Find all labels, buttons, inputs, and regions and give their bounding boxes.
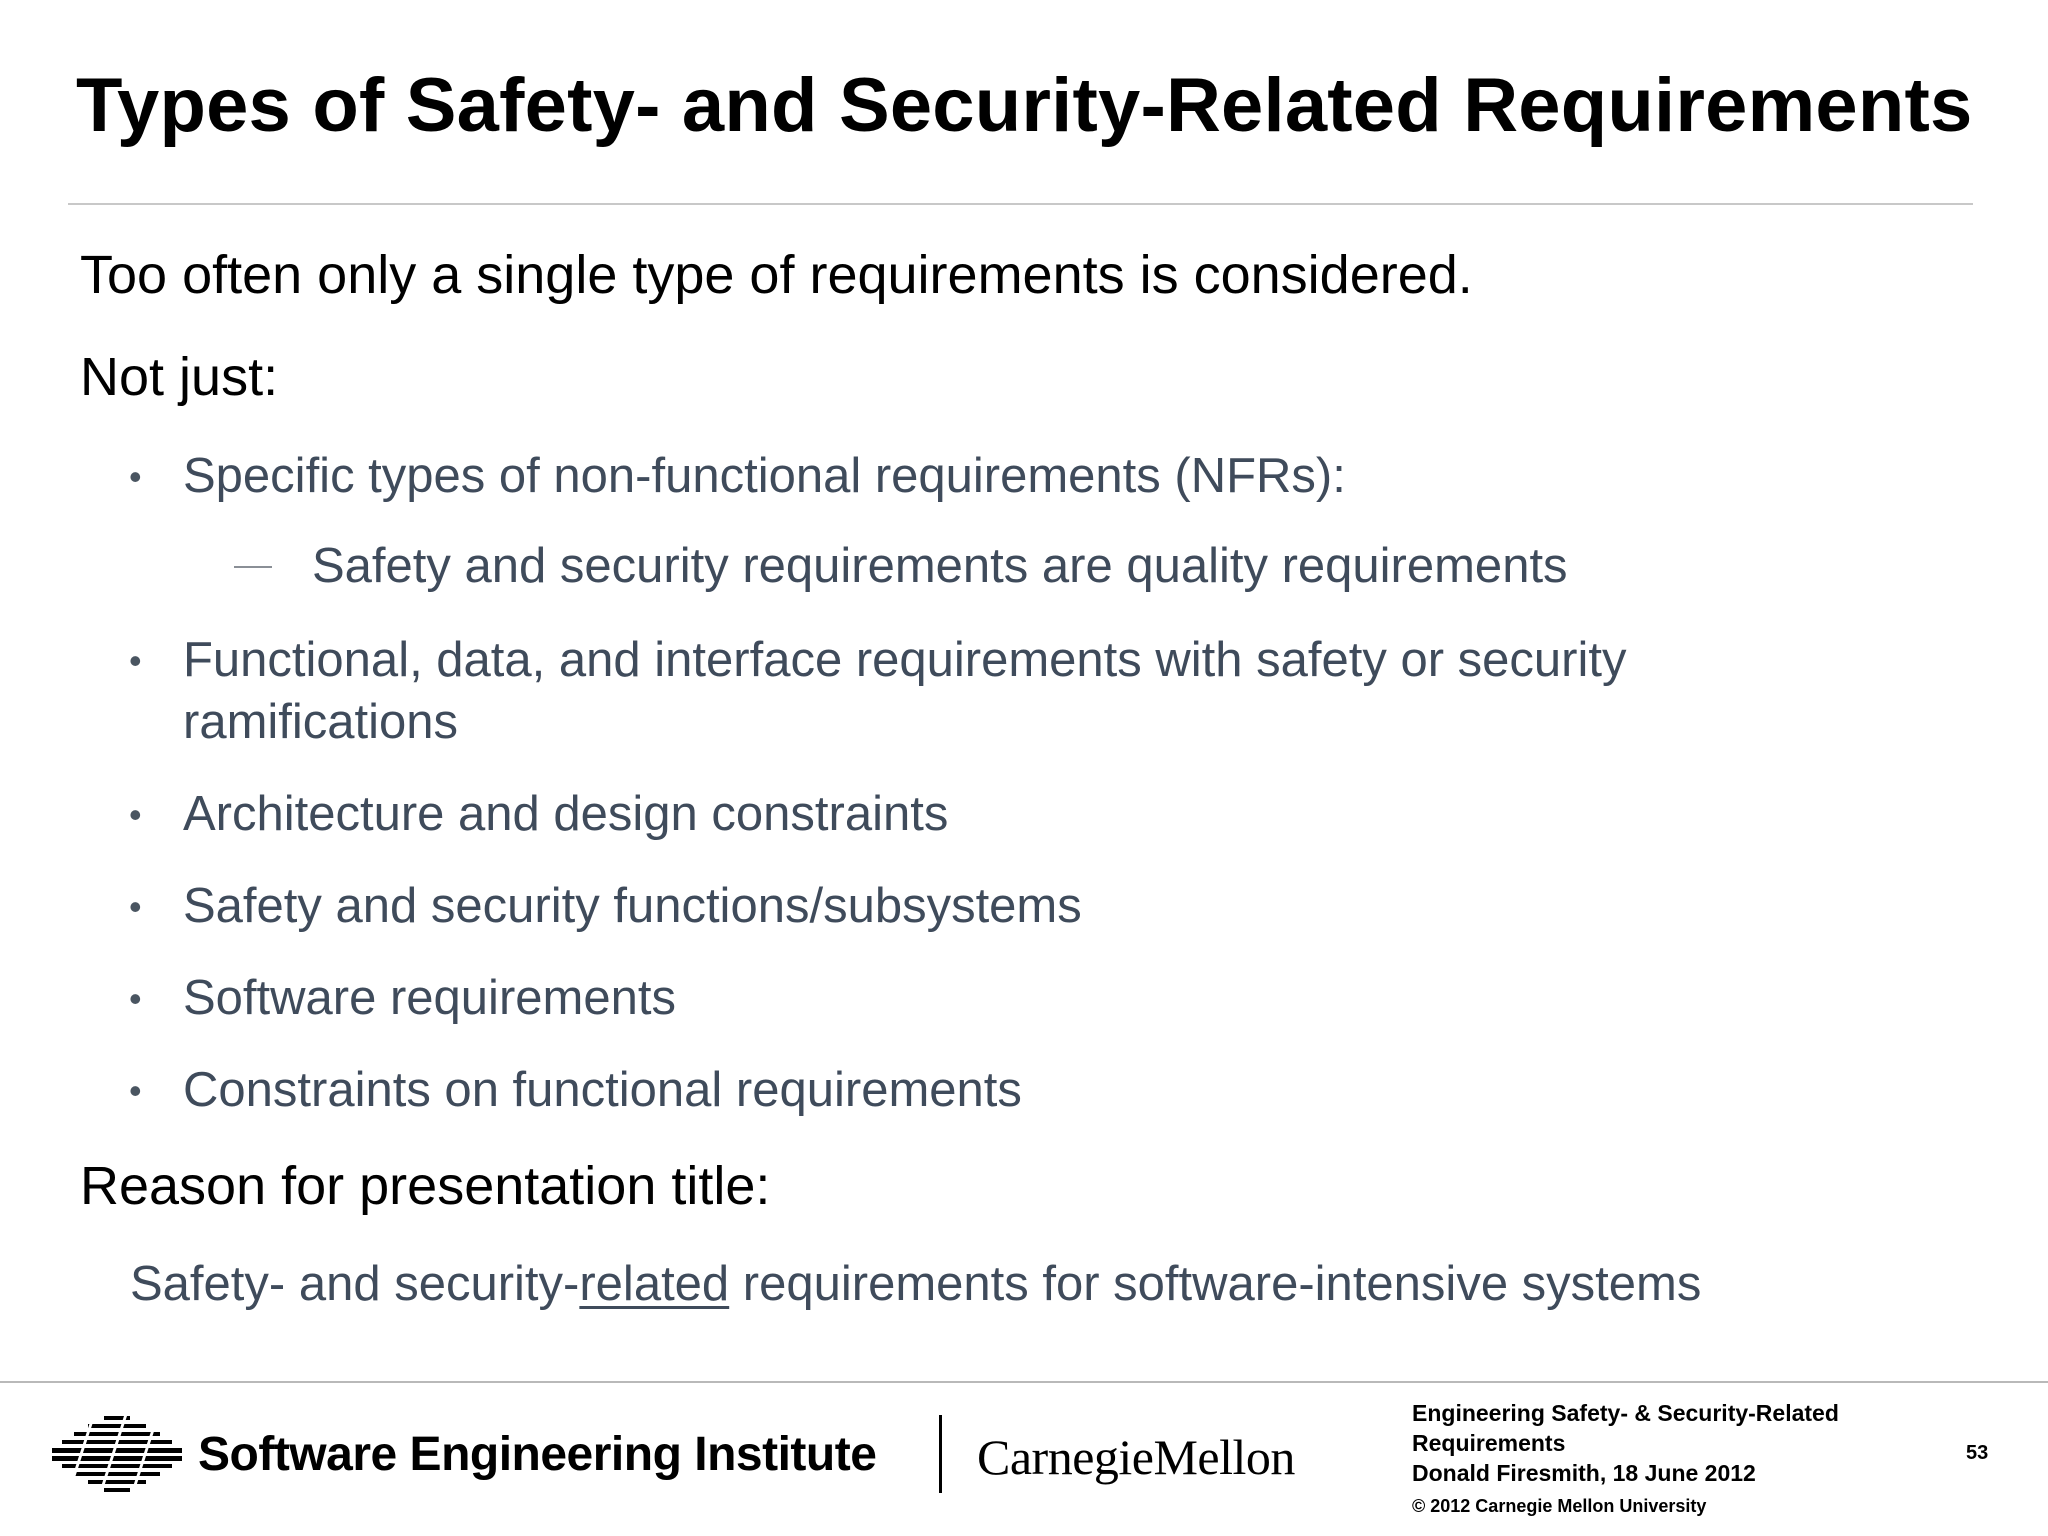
reason-text-underlined: related — [579, 1257, 730, 1311]
presentation-title-line1: Engineering Safety- & Security-Related — [1412, 1400, 1839, 1426]
bullet-marker: • — [129, 794, 142, 835]
bullet-marker: • — [129, 978, 142, 1019]
bullet-marker: • — [129, 1070, 142, 1111]
page-number: 53 — [1966, 1442, 1989, 1464]
not-just-label: Not just: — [80, 347, 279, 407]
presentation-info — [1412, 1398, 1839, 1488]
title-divider — [68, 203, 1973, 205]
bullet-marker: • — [129, 640, 142, 681]
sub-bullet-dash — [234, 566, 272, 568]
bullet-item-architecture: Architecture and design constraints — [183, 787, 949, 841]
copyright-notice: © 2012 Carnegie Mellon University — [1412, 1496, 1707, 1516]
bullet-item-nfr: Specific types of non-functional requirements (NFRs): — [183, 449, 1346, 503]
bullet-item-software: Software requirements — [183, 971, 676, 1025]
reason-label: Reason for presentation title: — [80, 1156, 771, 1216]
logo-divider — [939, 1415, 942, 1493]
reason-text — [130, 1256, 1701, 1312]
bullet-marker: • — [129, 886, 142, 927]
bullet-item-constraints: Constraints on functional requirements — [183, 1063, 1022, 1117]
cmu-wordmark: CarnegieMellon — [977, 1429, 1295, 1485]
bullet-item-functional: Functional, data, and interface requirements with safety or security — [183, 633, 1627, 687]
sei-wordmark: Software Engineering Institute — [198, 1428, 877, 1481]
footer-divider — [0, 1381, 2048, 1383]
bullet-item-safety-functions: Safety and security functions/subsystems — [183, 879, 1082, 933]
author-date: Donald Firesmith, 18 June 2012 — [1412, 1460, 1756, 1486]
reason-text-before: Safety- and security- — [130, 1257, 580, 1311]
bullet-item-functional-continuation: ramifications — [183, 695, 459, 749]
sub-bullet-quality: Safety and security requirements are quality requirements — [312, 539, 1568, 593]
sei-logo-icon — [52, 1416, 182, 1492]
presentation-title-line2: Requirements — [1412, 1430, 1566, 1456]
bullet-marker: • — [129, 456, 142, 497]
intro-text: Too often only a single type of requirements is considered. — [80, 245, 1473, 305]
slide-title: Types of Safety- and Security-Related Requirements — [76, 63, 1973, 148]
reason-text-after: requirements for software-intensive systems — [729, 1257, 1702, 1311]
